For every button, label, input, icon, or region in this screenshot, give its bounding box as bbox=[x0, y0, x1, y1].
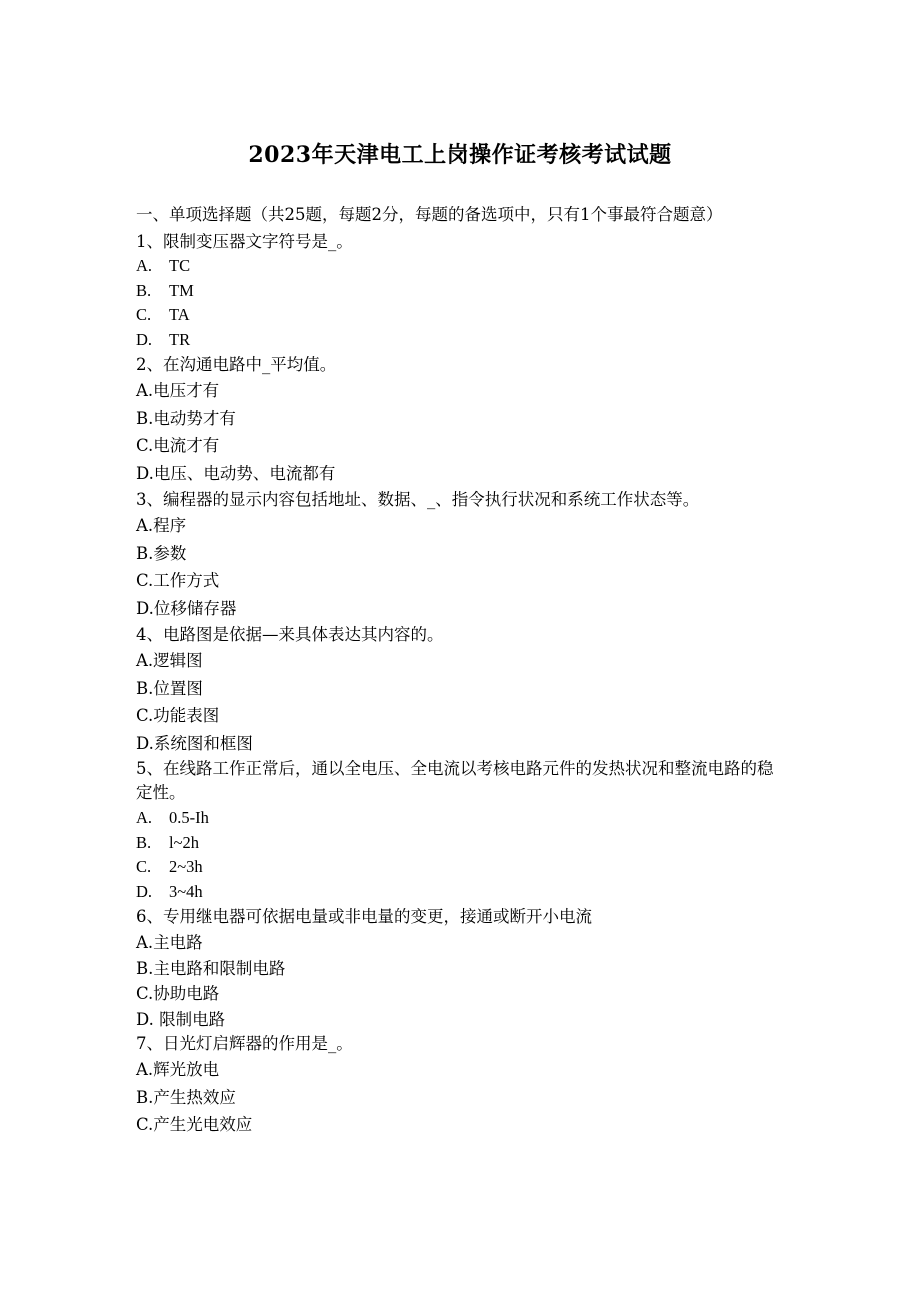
question-2-option-d: D.电压、电动势、电流都有 bbox=[136, 463, 336, 483]
option-text: l~2h bbox=[169, 832, 200, 852]
question-6-option-d: D. 限制电路 bbox=[136, 1009, 226, 1029]
question-3-option-a: A.程序 bbox=[136, 516, 187, 535]
section-header: 一、单项选择题（共25题，每题2分，每题的备选项中，只有1个事最符合题意） bbox=[136, 205, 723, 224]
question-4-option-b: B.位置图 bbox=[136, 678, 203, 698]
question-4-option-c: C.功能表图 bbox=[136, 706, 220, 725]
question-5-option-c bbox=[136, 855, 786, 880]
option-letter: C. bbox=[136, 857, 152, 876]
option-letter: D. bbox=[136, 329, 153, 349]
question-1-option-c bbox=[136, 303, 786, 328]
question-6-option-b: B.主电路和限制电路 bbox=[136, 958, 286, 978]
option-letter: B. bbox=[136, 832, 152, 852]
question-1-stem: 1、限制变压器文字符号是_。 bbox=[136, 232, 353, 251]
option-letter: D. bbox=[136, 881, 153, 901]
question-5-stem: 5、在线路工作正常后，通以全电压、全电流以考核电路元件的发热状况和整流电路的稳定性。 bbox=[136, 759, 774, 802]
question-3-option-b: B.参数 bbox=[136, 543, 187, 563]
question-6-option-a: A.主电路 bbox=[136, 933, 203, 952]
question-3-stem: 3、编程器的显示内容包括地址、数据、_、指令执行状况和系统工作状态等。 bbox=[136, 490, 700, 509]
question-2-stem: 2、在沟通电路中_平均值。 bbox=[136, 355, 337, 374]
question-3-option-c: C.工作方式 bbox=[136, 571, 220, 590]
question-6-option-c: C.协助电路 bbox=[136, 984, 220, 1003]
question-2-option-a: A.电压才有 bbox=[136, 381, 220, 400]
option-text: TA bbox=[169, 305, 190, 324]
option-letter: C. bbox=[136, 305, 152, 324]
question-7-option-c: C.产生光电效应 bbox=[136, 1115, 253, 1134]
question-7-stem: 7、日光灯启辉器的作用是_。 bbox=[136, 1034, 353, 1053]
question-2-option-c: C.电流才有 bbox=[136, 436, 220, 455]
question-5-option-d bbox=[136, 880, 786, 905]
question-5-option-b bbox=[136, 831, 786, 856]
option-text: 3~4h bbox=[169, 881, 203, 901]
question-1-option-d bbox=[136, 328, 786, 353]
exam-content bbox=[136, 203, 786, 1139]
option-text: TC bbox=[169, 256, 191, 275]
question-7-option-a: A.辉光放电 bbox=[136, 1060, 220, 1079]
question-5-option-a bbox=[136, 806, 786, 831]
document-title: 2023年天津电工上岗操作证考核考试试题 bbox=[248, 142, 672, 168]
option-letter: B. bbox=[136, 280, 152, 300]
option-letter: A. bbox=[136, 808, 153, 827]
question-6-stem: 6、专用继电器可依据电量或非电量的变更，接通或断开小电流 bbox=[136, 907, 592, 926]
question-2-option-b: B.电动势才有 bbox=[136, 408, 236, 428]
question-1-option-b bbox=[136, 279, 786, 304]
question-4-option-a: A.逻辑图 bbox=[136, 651, 203, 670]
question-7-option-b: B.产生热效应 bbox=[136, 1087, 236, 1107]
option-letter: A. bbox=[136, 256, 153, 275]
option-text: TM bbox=[169, 280, 194, 300]
question-3-option-d: D.位移储存器 bbox=[136, 598, 237, 618]
option-text: 2~3h bbox=[169, 857, 203, 876]
option-text: TR bbox=[169, 329, 191, 349]
question-4-option-d: D.系统图和框图 bbox=[136, 733, 253, 753]
question-1-option-a bbox=[136, 254, 786, 279]
question-4-stem: 4、电路图是依据—来具体表达其内容的。 bbox=[136, 625, 444, 644]
option-text: 0.5-Ih bbox=[169, 808, 209, 827]
